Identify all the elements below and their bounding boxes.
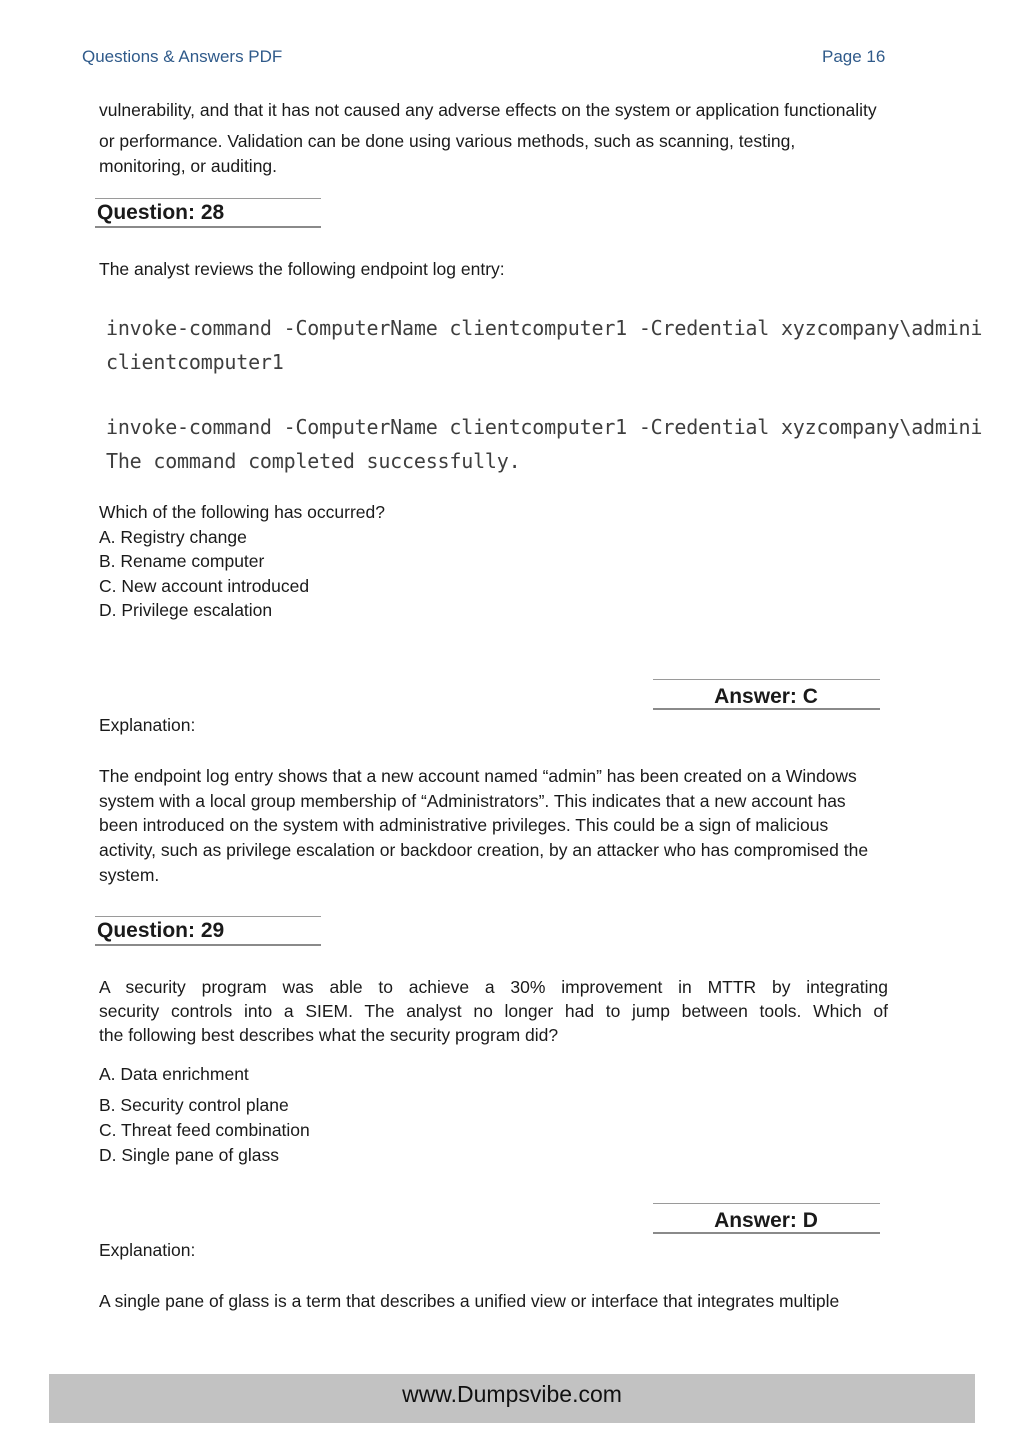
explanation-label: Explanation: bbox=[99, 715, 196, 735]
explanation-line: activity, such as privilege escalation or backdoor creation, by an attacker who has compromised the bbox=[99, 840, 869, 860]
log-line: invoke-command -ComputerName clientcomputer1 -Credential xyzcompany\admini bbox=[106, 316, 983, 340]
question-top-rule bbox=[95, 198, 321, 199]
question-29-line: security controls into a SIEM. The analyst no longer had to jump between tools. Which of bbox=[99, 1001, 888, 1021]
answer-bottom-rule bbox=[653, 708, 880, 710]
answer-top-rule bbox=[653, 679, 880, 680]
log-entry-image bbox=[100, 307, 996, 482]
question-28-prompt: The analyst reviews the following endpoint log entry: bbox=[99, 259, 505, 279]
question-bottom-rule bbox=[95, 944, 321, 946]
option-b: B. Rename computer bbox=[99, 551, 265, 571]
option-a: A. Registry change bbox=[99, 527, 247, 547]
page-number: Page 16 bbox=[822, 47, 886, 66]
log-line: clientcomputer1 bbox=[106, 350, 284, 374]
question-29-line: A security program was able to achieve a 30% improvement in MTTR by integrating bbox=[99, 977, 888, 997]
log-line: invoke-command -ComputerName clientcomputer1 -Credential xyzcompany\admini bbox=[106, 415, 983, 439]
answer-top-rule bbox=[653, 1203, 880, 1204]
option-c: C. Threat feed combination bbox=[99, 1120, 310, 1140]
option-c: C. New account introduced bbox=[99, 576, 310, 596]
answer-bottom-rule bbox=[653, 1232, 880, 1234]
explanation-line: system. bbox=[99, 865, 160, 885]
explanation-label: Explanation: bbox=[99, 1240, 196, 1260]
intro-line: monitoring, or auditing. bbox=[99, 156, 278, 176]
option-d: D. Single pane of glass bbox=[99, 1145, 279, 1165]
question-29-line: the following best describes what the security program did? bbox=[99, 1025, 559, 1045]
question-top-rule bbox=[95, 916, 321, 917]
option-d: D. Privilege escalation bbox=[99, 600, 273, 620]
option-a: A. Data enrichment bbox=[99, 1064, 249, 1084]
answer-29: Answer: D bbox=[714, 1209, 818, 1232]
explanation-line: A single pane of glass is a term that describes a unified view or interface that integrates multiple bbox=[99, 1291, 840, 1311]
footer-bar bbox=[49, 1374, 975, 1423]
log-line: The command completed successfully. bbox=[106, 449, 521, 473]
intro-line: or performance. Validation can be done using various methods, such as scanning, testing, bbox=[99, 131, 796, 151]
explanation-line: The endpoint log entry shows that a new account named “admin” has been created on a Windows bbox=[99, 766, 857, 786]
explanation-line: system with a local group membership of “Administrators”. This indicates that a new account has bbox=[99, 791, 846, 811]
footer-url-link[interactable]: www.Dumpsvibe.com bbox=[402, 1381, 622, 1407]
question-29-title: Question: 29 bbox=[97, 919, 225, 942]
question-28-title: Question: 28 bbox=[97, 201, 225, 224]
question-bottom-rule bbox=[95, 226, 321, 228]
question-28-text: Which of the following has occurred? bbox=[99, 502, 385, 522]
answer-28: Answer: C bbox=[714, 685, 818, 708]
intro-line: vulnerability, and that it has not caused any adverse effects on the system or application functionality bbox=[99, 100, 877, 120]
explanation-line: been introduced on the system with administrative privileges. This could be a sign of malicious bbox=[99, 815, 829, 835]
option-b: B. Security control plane bbox=[99, 1095, 289, 1115]
document-title: Questions & Answers PDF bbox=[82, 47, 283, 66]
